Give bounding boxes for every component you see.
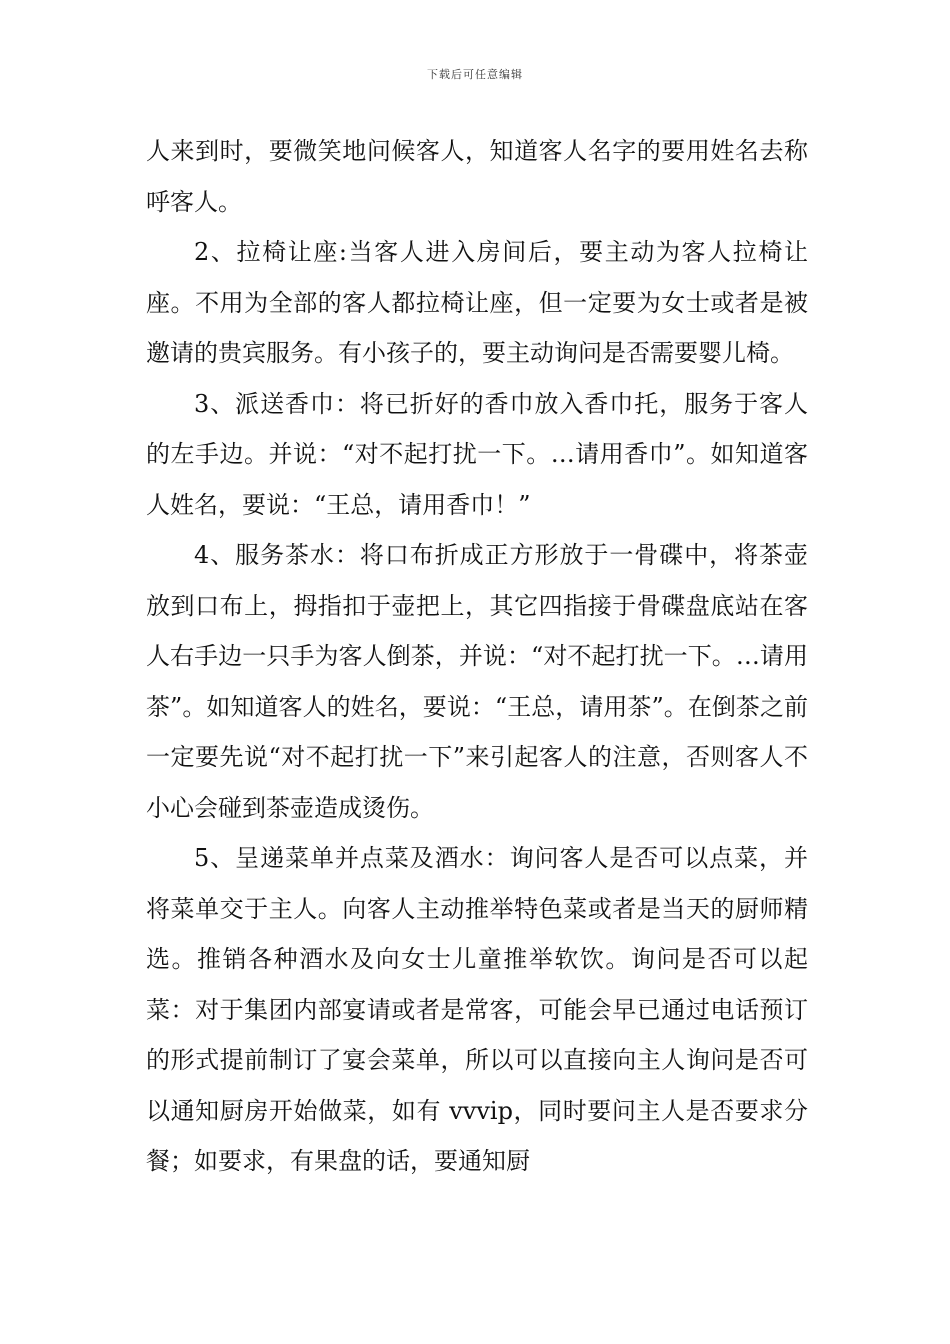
- paragraph: 5、呈递菜单并点菜及酒水：询问客人是否可以点菜，并将菜单交于主人。向客人主动推举特色菜或者是当天的厨师精选。推销各种酒水及向女士儿童推举软饮。询问是否可以起菜：对于集团内部宴请或者是常客，可能会早已通过电话预订的形式提前制订了宴会菜单，所以可以直接向主人询问是否可以通知厨房开始做菜，如有 vvvip，同时要问主人是否要求分餐；如要求，有果盘的话，要通知厨: [146, 844, 808, 1175]
- paragraph: 4、服务茶水：将口布折成正方形放于一骨碟中，将茶壶放到口布上，拇指扣于壶把上，其它四指接于骨碟盘底站在客人右手边一只手为客人倒茶，并说：“对不起打扰一下。…请用茶”。如知道客人的姓名，要说：“王总，请用茶”。在倒茶之前一定要先说“对不起打扰一下”来引起客人的注意，否则客人不小心会碰到茶壶造成烫伤。: [146, 541, 808, 822]
- paragraph: 2、拉椅让座:当客人进入房间后，要主动为客人拉椅让座。不用为全部的客人都拉椅让座，但一定要为女士或者是被邀请的贵宾服务。有小孩子的，要主动询问是否需要婴儿椅。: [146, 238, 808, 367]
- paragraph: 人来到时，要微笑地问候客人，知道客人名字的要用姓名去称呼客人。: [146, 137, 808, 216]
- document-body: [146, 126, 808, 1187]
- paragraph: 3、派送香巾：将已折好的香巾放入香巾托，服务于客人的左手边。并说：“对不起打扰一下。…请用香巾”。如知道客人姓名，要说：“王总，请用香巾！”: [146, 389, 808, 519]
- page-header: 下载后可任意编辑: [427, 68, 523, 81]
